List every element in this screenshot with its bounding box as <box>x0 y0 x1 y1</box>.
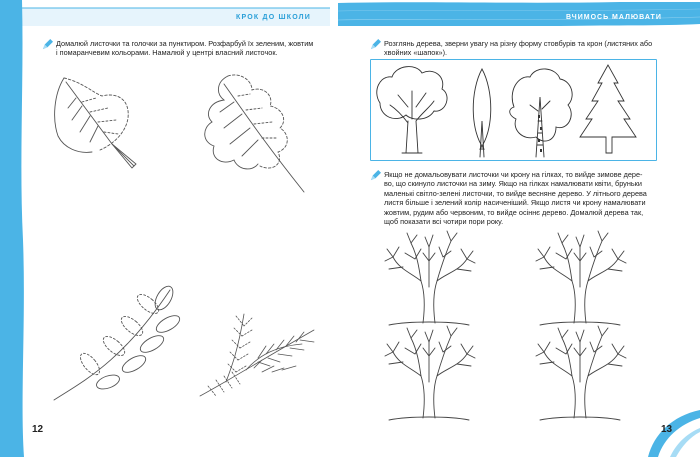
header-right-title: ВЧИМОСЬ МАЛЮВАТИ <box>566 14 662 21</box>
bare-tree-1 <box>382 227 476 327</box>
bare-tree-4 <box>533 322 627 422</box>
right-instruction-2-line-5: жовтим, рудим або червоним, то вийде осіннє дерево. Домалюй дерева так, <box>384 207 644 217</box>
left-page-number: 12 <box>32 424 44 435</box>
leaf-drawing-heart <box>52 74 144 172</box>
right-instruction-2-line-6: щоб показати всі чотири пори року. <box>384 217 504 227</box>
bare-tree-3 <box>382 322 476 422</box>
right-instruction-2-line-1: Якщо не домальовувати листочки чи крону на гілках, то вийде зимове дере- <box>384 170 643 179</box>
left-margin-strip <box>0 0 30 457</box>
leaf-drawing-oak <box>194 72 312 196</box>
left-instruction <box>56 39 326 58</box>
pencil-icon <box>370 170 381 181</box>
tree-types-illustration <box>372 61 655 159</box>
right-instruction-1 <box>384 39 674 58</box>
pencil-icon <box>370 39 381 50</box>
header-left-title: КРОК ДО ШКОЛИ <box>236 14 312 21</box>
left-instruction-line-1: Домалюй листочки та голочки за пунктиром. Розфарбуй їх зеленим, жовтим <box>56 39 314 48</box>
right-page-number: 13 <box>661 424 673 435</box>
bare-tree-2 <box>533 227 627 327</box>
header-band <box>0 0 700 26</box>
right-instruction-2-line-2: во, що скинуло листочки на зиму. Якщо на гілках намалювати квіти, бруньки <box>384 179 642 189</box>
leaf-drawing-conifer <box>196 306 318 398</box>
left-instruction-line-2: і помаранчевим кольорами. Намалюй у центрі власний листочок. <box>56 48 278 58</box>
right-instruction-2 <box>384 170 676 226</box>
pencil-icon <box>42 39 53 50</box>
leaf-drawing-compound <box>52 282 184 404</box>
right-instruction-2-line-3: маленькі світло-зелені листочки, то вийде весняне дерево. У літнього дерева <box>384 188 647 198</box>
right-instruction-1-line-2: хвойних «шапок»). <box>384 48 448 58</box>
right-instruction-2-line-4: листя більше і зелений колір насиченіший. Якщо листя чи крону намалювати <box>384 198 646 208</box>
right-instruction-1-line-1: Розглянь дерева, зверни увагу на різну форму стовбурів та крон (листяних або <box>384 39 653 48</box>
